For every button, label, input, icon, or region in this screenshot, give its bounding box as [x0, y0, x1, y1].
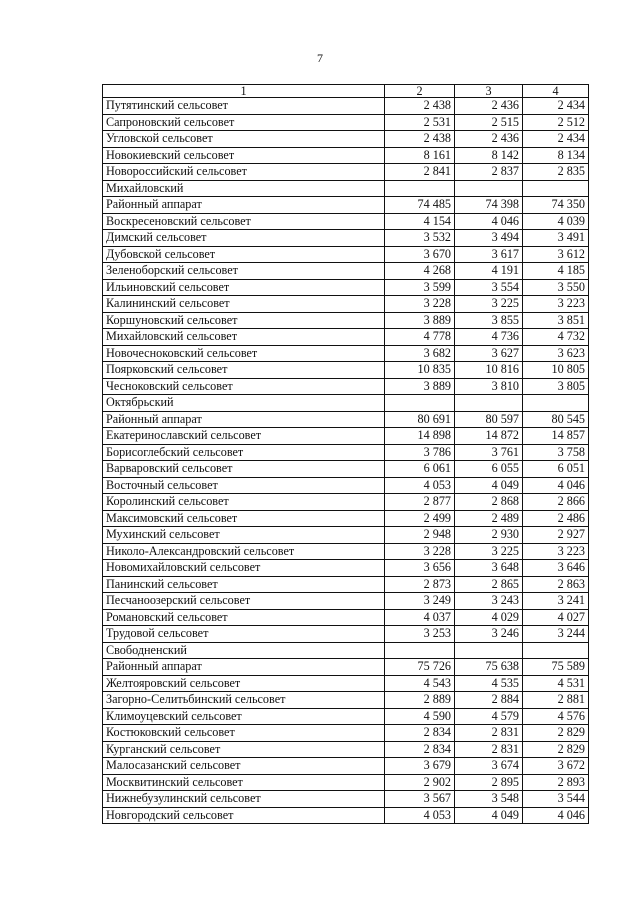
value-cell: 80 597: [455, 411, 523, 428]
name-cell: Поярковский сельсовет: [103, 362, 385, 379]
value-cell: 3 599: [385, 279, 455, 296]
table-row: [103, 791, 589, 808]
table-row: [103, 708, 589, 725]
value-cell: 8 134: [523, 147, 589, 164]
value-cell: 4 732: [523, 329, 589, 346]
value-cell: 2 868: [455, 494, 523, 511]
value-cell: 3 491: [523, 230, 589, 247]
value-cell: 2 835: [523, 164, 589, 181]
value-cell: 2 436: [455, 131, 523, 148]
value-cell: 3 786: [385, 444, 455, 461]
value-cell: 80 691: [385, 411, 455, 428]
value-cell: 2 829: [523, 725, 589, 742]
value-cell: 3 648: [455, 560, 523, 577]
table-row: [103, 312, 589, 329]
value-cell: 3 548: [455, 791, 523, 808]
value-cell: 4 046: [523, 807, 589, 824]
value-cell: 4 027: [523, 609, 589, 626]
value-cell: 2 434: [523, 131, 589, 148]
value-cell: 74 485: [385, 197, 455, 214]
value-cell: 80 545: [523, 411, 589, 428]
value-cell: 3 544: [523, 791, 589, 808]
value-cell: [385, 642, 455, 659]
value-cell: 14 872: [455, 428, 523, 445]
table-row: [103, 164, 589, 181]
value-cell: [523, 180, 589, 197]
value-cell: 3 223: [523, 296, 589, 313]
name-cell: Чесноковский сельсовет: [103, 378, 385, 395]
value-cell: 4 049: [455, 807, 523, 824]
value-cell: 2 841: [385, 164, 455, 181]
name-cell: Желтояровский сельсовет: [103, 675, 385, 692]
name-cell: Новгородский сельсовет: [103, 807, 385, 824]
table-row: [103, 131, 589, 148]
name-cell: Новокиевский сельсовет: [103, 147, 385, 164]
value-cell: 2 434: [523, 98, 589, 115]
table-row: [103, 626, 589, 643]
value-cell: 4 185: [523, 263, 589, 280]
value-cell: 4 053: [385, 807, 455, 824]
table-row: [103, 461, 589, 478]
value-cell: 3 855: [455, 312, 523, 329]
table-row: [103, 114, 589, 131]
name-cell: Ильиновский сельсовет: [103, 279, 385, 296]
table-row: [103, 675, 589, 692]
value-cell: 3 656: [385, 560, 455, 577]
value-cell: 3 554: [455, 279, 523, 296]
table-row: [103, 560, 589, 577]
value-cell: 2 831: [455, 725, 523, 742]
value-cell: 2 893: [523, 774, 589, 791]
name-cell: Путятинский сельсовет: [103, 98, 385, 115]
name-cell: Нижнебузулинский сельсовет: [103, 791, 385, 808]
value-cell: 3 670: [385, 246, 455, 263]
value-cell: 4 543: [385, 675, 455, 692]
value-cell: 2 834: [385, 725, 455, 742]
name-cell: Николо-Александровский сельсовет: [103, 543, 385, 560]
value-cell: 10 835: [385, 362, 455, 379]
name-cell: Панинский сельсовет: [103, 576, 385, 593]
name-cell: Костюковский сельсовет: [103, 725, 385, 742]
header-row: [103, 85, 589, 98]
table-row: [103, 444, 589, 461]
table-row: [103, 527, 589, 544]
value-cell: 3 851: [523, 312, 589, 329]
value-cell: 2 930: [455, 527, 523, 544]
name-cell: Восточный сельсовет: [103, 477, 385, 494]
name-cell: Екатеринославский сельсовет: [103, 428, 385, 445]
value-cell: 3 246: [455, 626, 523, 643]
header-cell: 4: [523, 85, 589, 98]
name-cell: Трудовой сельсовет: [103, 626, 385, 643]
value-cell: 75 638: [455, 659, 523, 676]
header-cell: 2: [385, 85, 455, 98]
name-cell: Коршуновский сельсовет: [103, 312, 385, 329]
name-cell: Калининский сельсовет: [103, 296, 385, 313]
table-row: [103, 807, 589, 824]
value-cell: 2 881: [523, 692, 589, 709]
value-cell: 10 805: [523, 362, 589, 379]
value-cell: 4 535: [455, 675, 523, 692]
value-cell: 4 531: [523, 675, 589, 692]
name-cell: Романовский сельсовет: [103, 609, 385, 626]
name-cell: Новороссийский сельсовет: [103, 164, 385, 181]
value-cell: 3 761: [455, 444, 523, 461]
name-cell: Королинский сельсовет: [103, 494, 385, 511]
value-cell: [455, 180, 523, 197]
value-cell: 4 046: [523, 477, 589, 494]
name-cell: Климоуцевский сельсовет: [103, 708, 385, 725]
value-cell: 4 268: [385, 263, 455, 280]
value-cell: 3 627: [455, 345, 523, 362]
table-row: [103, 296, 589, 313]
value-cell: 4 576: [523, 708, 589, 725]
table-row: [103, 362, 589, 379]
value-cell: 3 243: [455, 593, 523, 610]
value-cell: 3 810: [455, 378, 523, 395]
table-row: [103, 428, 589, 445]
table-body: [103, 98, 589, 824]
value-cell: 2 873: [385, 576, 455, 593]
value-cell: 2 865: [455, 576, 523, 593]
value-cell: 3 228: [385, 296, 455, 313]
value-cell: 2 927: [523, 527, 589, 544]
table-row: [103, 692, 589, 709]
table-row: [103, 593, 589, 610]
page-number: 7: [317, 51, 323, 65]
value-cell: 3 550: [523, 279, 589, 296]
name-cell: Свободненский: [103, 642, 385, 659]
value-cell: 3 494: [455, 230, 523, 247]
value-cell: 4 037: [385, 609, 455, 626]
table-row: [103, 197, 589, 214]
value-cell: 3 674: [455, 758, 523, 775]
table-row: [103, 263, 589, 280]
value-cell: 2 829: [523, 741, 589, 758]
value-cell: 4 046: [455, 213, 523, 230]
value-cell: 8 142: [455, 147, 523, 164]
value-cell: 8 161: [385, 147, 455, 164]
value-cell: 4 029: [455, 609, 523, 626]
name-cell: Угловской сельсовет: [103, 131, 385, 148]
value-cell: [455, 395, 523, 412]
name-cell: Варваровский сельсовет: [103, 461, 385, 478]
value-cell: 2 948: [385, 527, 455, 544]
value-cell: 3 672: [523, 758, 589, 775]
table-row: [103, 543, 589, 560]
value-cell: 3 223: [523, 543, 589, 560]
value-cell: 74 398: [455, 197, 523, 214]
name-cell: Михайловский сельсовет: [103, 329, 385, 346]
value-cell: 2 837: [455, 164, 523, 181]
value-cell: 2 895: [455, 774, 523, 791]
name-cell: Новочесноковский сельсовет: [103, 345, 385, 362]
table-row: [103, 411, 589, 428]
name-cell: Октябрьский: [103, 395, 385, 412]
table-row: [103, 345, 589, 362]
value-cell: 3 805: [523, 378, 589, 395]
value-cell: 4 154: [385, 213, 455, 230]
header-cell: 3: [455, 85, 523, 98]
value-cell: 14 857: [523, 428, 589, 445]
value-cell: 3 889: [385, 312, 455, 329]
value-cell: 2 515: [455, 114, 523, 131]
value-cell: 2 531: [385, 114, 455, 131]
value-cell: 3 679: [385, 758, 455, 775]
value-cell: 3 249: [385, 593, 455, 610]
value-cell: 2 438: [385, 131, 455, 148]
table-row: [103, 98, 589, 115]
value-cell: 2 831: [455, 741, 523, 758]
value-cell: 3 228: [385, 543, 455, 560]
value-cell: 2 863: [523, 576, 589, 593]
value-cell: 2 436: [455, 98, 523, 115]
value-cell: 3 241: [523, 593, 589, 610]
name-cell: Районный аппарат: [103, 197, 385, 214]
table-row: [103, 642, 589, 659]
value-cell: 2 834: [385, 741, 455, 758]
value-cell: 3 244: [523, 626, 589, 643]
table-row: [103, 329, 589, 346]
name-cell: Михайловский: [103, 180, 385, 197]
name-cell: Районный аппарат: [103, 411, 385, 428]
value-cell: 2 499: [385, 510, 455, 527]
name-cell: Мухинский сельсовет: [103, 527, 385, 544]
table-row: [103, 758, 589, 775]
table-row: [103, 180, 589, 197]
value-cell: 3 532: [385, 230, 455, 247]
table-row: [103, 395, 589, 412]
value-cell: 4 039: [523, 213, 589, 230]
table-row: [103, 230, 589, 247]
value-cell: 6 055: [455, 461, 523, 478]
value-cell: 2 889: [385, 692, 455, 709]
table-row: [103, 609, 589, 626]
table-row: [103, 741, 589, 758]
table-row: [103, 477, 589, 494]
value-cell: 6 061: [385, 461, 455, 478]
value-cell: 2 902: [385, 774, 455, 791]
value-cell: 10 816: [455, 362, 523, 379]
name-cell: Новомихайловский сельсовет: [103, 560, 385, 577]
name-cell: Загорно-Селитьбинский сельсовет: [103, 692, 385, 709]
name-cell: Дубовской сельсовет: [103, 246, 385, 263]
value-cell: 2 877: [385, 494, 455, 511]
value-cell: 3 889: [385, 378, 455, 395]
table-row: [103, 246, 589, 263]
name-cell: Песчаноозерский сельсовет: [103, 593, 385, 610]
value-cell: [455, 642, 523, 659]
value-cell: 3 646: [523, 560, 589, 577]
name-cell: Зеленоборский сельсовет: [103, 263, 385, 280]
value-cell: 75 726: [385, 659, 455, 676]
table-row: [103, 378, 589, 395]
name-cell: Сапроновский сельсовет: [103, 114, 385, 131]
table-row: [103, 279, 589, 296]
table-row: [103, 576, 589, 593]
value-cell: 4 590: [385, 708, 455, 725]
value-cell: 4 579: [455, 708, 523, 725]
value-cell: 3 623: [523, 345, 589, 362]
table-row: [103, 494, 589, 511]
value-cell: 4 049: [455, 477, 523, 494]
table-row: [103, 510, 589, 527]
table-row: [103, 213, 589, 230]
value-cell: 2 438: [385, 98, 455, 115]
value-cell: 3 617: [455, 246, 523, 263]
table-row: [103, 725, 589, 742]
name-cell: Курганский сельсовет: [103, 741, 385, 758]
value-cell: 3 612: [523, 246, 589, 263]
name-cell: Димский сельсовет: [103, 230, 385, 247]
value-cell: 3 253: [385, 626, 455, 643]
value-cell: 4 191: [455, 263, 523, 280]
value-cell: 4 778: [385, 329, 455, 346]
table-row: [103, 659, 589, 676]
value-cell: 2 489: [455, 510, 523, 527]
value-cell: 6 051: [523, 461, 589, 478]
value-cell: 3 682: [385, 345, 455, 362]
value-cell: 2 486: [523, 510, 589, 527]
data-table: [102, 84, 589, 824]
name-cell: Малосазанский сельсовет: [103, 758, 385, 775]
table-row: [103, 147, 589, 164]
value-cell: 75 589: [523, 659, 589, 676]
value-cell: [385, 180, 455, 197]
value-cell: [385, 395, 455, 412]
value-cell: 14 898: [385, 428, 455, 445]
value-cell: 3 567: [385, 791, 455, 808]
table-row: [103, 774, 589, 791]
value-cell: 2 866: [523, 494, 589, 511]
value-cell: 4 736: [455, 329, 523, 346]
value-cell: [523, 395, 589, 412]
value-cell: 2 512: [523, 114, 589, 131]
name-cell: Воскресеновский сельсовет: [103, 213, 385, 230]
value-cell: 3 225: [455, 543, 523, 560]
value-cell: 74 350: [523, 197, 589, 214]
value-cell: 2 884: [455, 692, 523, 709]
name-cell: Борисоглебский сельсовет: [103, 444, 385, 461]
name-cell: Москвитинский сельсовет: [103, 774, 385, 791]
name-cell: Районный аппарат: [103, 659, 385, 676]
value-cell: 4 053: [385, 477, 455, 494]
value-cell: 3 225: [455, 296, 523, 313]
name-cell: Максимовский сельсовет: [103, 510, 385, 527]
value-cell: [523, 642, 589, 659]
value-cell: 3 758: [523, 444, 589, 461]
header-cell: 1: [103, 85, 385, 98]
